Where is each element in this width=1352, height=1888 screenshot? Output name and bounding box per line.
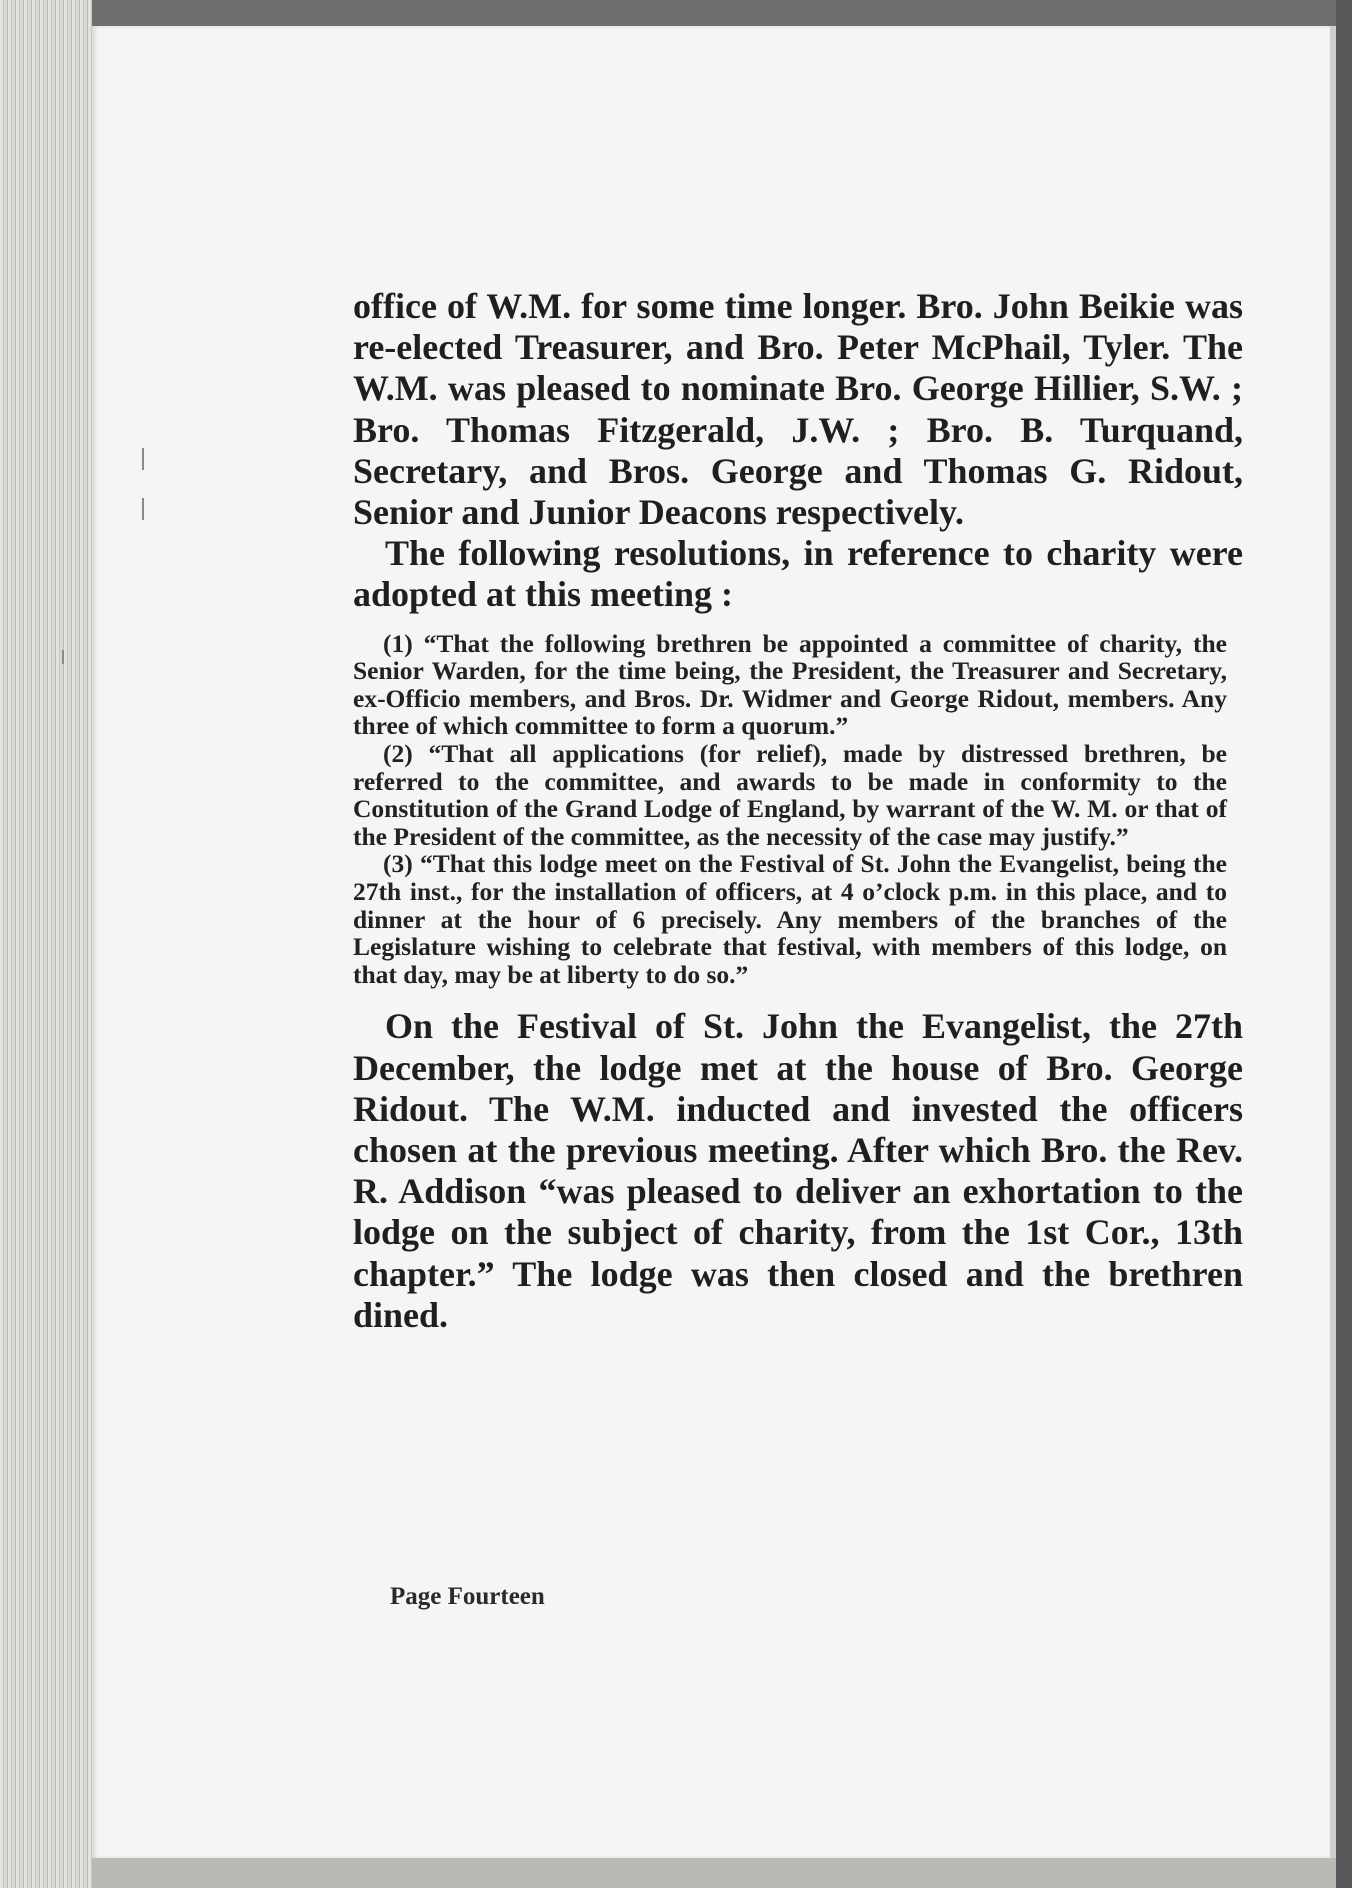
margin-mark — [62, 650, 64, 664]
resolution-item: (1) “That the following brethren be appointed a committee of charity, the Senior Warden, for the time being, the President, the Treasurer and Secretary, ex-Officio members, and Bros. Dr. Widmer and George Ridout, members. Any three of which committee to form a quorum.” — [353, 628, 1227, 741]
page-number: Page Fourteen — [390, 1583, 545, 1610]
resolution-item: (3) “That this lodge meet on the Festival of St. John the Evangelist, being the 27th inst., for the installation of officers, at 4 o’clock p.m. in this place, and to dinner at the hour of 6 precisely. Any members of the branches of the Legislature wishing to celebrate that festival, with members of this lodge, on that day, may be at liberty to do so.” — [353, 849, 1227, 989]
paragraph-continuation: office of W.M. for some time longer. Bro. John Beikie was re-elected Treasurer, and Bro. Peter McPhail, Tyler. The W.M. was pleased to nominate Bro. George Hillier, S.W. ; Bro. Thomas Fitzgerald, J.W. ; Bro. B. Turquand, Secretary, and Bros. George and Thomas G. Ridout, Senior and Junior Deacons respectively. — [353, 286, 1243, 533]
page-bottom-edge — [92, 1858, 1336, 1888]
margin-mark — [142, 448, 144, 470]
paragraph-resolutions-intro: The following resolutions, in reference to charity were adopted at this meeting : — [353, 533, 1243, 615]
resolutions-list — [353, 630, 1243, 989]
book-spine-edge — [0, 0, 92, 1888]
scan-right-border — [1336, 0, 1352, 1888]
margin-mark — [142, 498, 144, 520]
resolution-item: (2) “That all applications (for relief), made by distressed brethren, be referred to the committee, and awards to be made in conformity to the Constitution of the Grand Lodge of England, by warrant of the W. M. or that of the President of the committee, as the necessity of the case may justify.” — [353, 739, 1227, 851]
paragraph-festival: On the Festival of St. John the Evangelist, the 27th December, the lodge met at the house of Bro. George Ridout. The W.M. inducted and invested the officers chosen at the previous meeting. After which Bro. the Rev. R. Addison “was pleased to deliver an exhortation to the lodge on the subject of charity, from the 1st Cor., 13th chapter.” The lodge was then closed and the brethren dined. — [353, 1006, 1243, 1335]
page-text — [353, 286, 1243, 1336]
scan-top-border — [0, 0, 1352, 26]
